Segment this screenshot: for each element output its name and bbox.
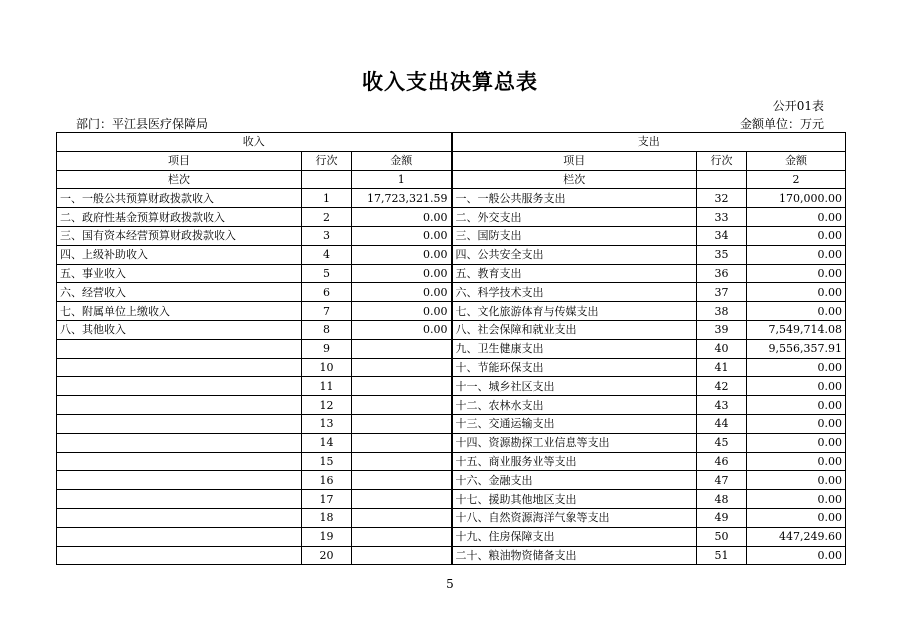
income-row-no-cell: 7 — [302, 302, 352, 321]
income-row-no-header: 行次 — [302, 151, 352, 170]
income-item-cell: 六、经营收入 — [57, 283, 302, 302]
income-row-no-cell: 6 — [302, 283, 352, 302]
income-amount-cell: 0.00 — [352, 226, 452, 245]
expense-amount-cell: 0.00 — [747, 226, 846, 245]
income-row-no-cell: 9 — [302, 339, 352, 358]
expense-item-cell: 一、一般公共服务支出 — [452, 189, 697, 208]
income-amount-cell — [352, 546, 452, 565]
expense-row-no-cell: 48 — [697, 490, 747, 509]
expense-row-no-cell: 34 — [697, 226, 747, 245]
income-row-no-cell: 16 — [302, 471, 352, 490]
expense-amount-cell: 0.00 — [747, 508, 846, 527]
expense-item-header: 项目 — [452, 151, 697, 170]
income-item-cell: 八、其他收入 — [57, 320, 302, 339]
table-body — [57, 189, 846, 565]
expense-item-cell: 十、节能环保支出 — [452, 358, 697, 377]
income-item-cell: 二、政府性基金预算财政拨款收入 — [57, 208, 302, 227]
table-row — [57, 546, 846, 565]
table-row — [57, 189, 846, 208]
income-amount-cell: 0.00 — [352, 208, 452, 227]
expense-item-cell: 十六、金融支出 — [452, 471, 697, 490]
income-item-cell — [57, 377, 302, 396]
income-item-cell — [57, 339, 302, 358]
column-order-row — [57, 170, 846, 189]
income-expense-table — [56, 132, 846, 565]
income-amount-cell — [352, 396, 452, 415]
expense-row-no-cell: 47 — [697, 471, 747, 490]
expense-item-cell: 九、卫生健康支出 — [452, 339, 697, 358]
income-row-no-cell: 8 — [302, 320, 352, 339]
expense-amount-cell: 0.00 — [747, 452, 846, 471]
table-row — [57, 283, 846, 302]
expense-amount-cell: 7,549,714.08 — [747, 320, 846, 339]
expense-row-no-header: 行次 — [697, 151, 747, 170]
amount-unit-label: 金额单位：万元 — [739, 117, 824, 131]
income-amount-cell — [352, 377, 452, 396]
expense-row-no-cell: 49 — [697, 508, 747, 527]
income-row-no-cell: 14 — [302, 433, 352, 452]
expense-amount-cell: 0.00 — [747, 414, 846, 433]
income-row-no-cell: 12 — [302, 396, 352, 415]
expense-amount-cell: 170,000.00 — [747, 189, 846, 208]
expense-row-no-cell: 43 — [697, 396, 747, 415]
expense-row-no-cell: 38 — [697, 302, 747, 321]
income-item-cell — [57, 358, 302, 377]
income-row-no-cell: 2 — [302, 208, 352, 227]
expense-item-cell: 三、国防支出 — [452, 226, 697, 245]
expense-row-no-cell: 45 — [697, 433, 747, 452]
expense-row-no-cell: 32 — [697, 189, 747, 208]
income-row-no-cell: 4 — [302, 245, 352, 264]
expense-column-order-number: 2 — [747, 170, 846, 189]
expense-row-no-cell: 39 — [697, 320, 747, 339]
income-amount-cell — [352, 358, 452, 377]
expense-column-order-label: 栏次 — [452, 170, 697, 189]
section-header-row — [57, 133, 846, 152]
table-row — [57, 396, 846, 415]
expense-item-cell: 四、公共安全支出 — [452, 245, 697, 264]
page-number: 5 — [446, 577, 454, 591]
table-row — [57, 320, 846, 339]
expense-item-cell: 十四、资源勘探工业信息等支出 — [452, 433, 697, 452]
income-item-cell — [57, 508, 302, 527]
expense-amount-cell: 0.00 — [747, 264, 846, 283]
income-amount-cell — [352, 339, 452, 358]
expense-amount-cell: 0.00 — [747, 358, 846, 377]
expense-item-cell: 十九、住房保障支出 — [452, 527, 697, 546]
expense-row-no-cell: 36 — [697, 264, 747, 283]
column-header-row — [57, 151, 846, 170]
expense-amount-cell: 0.00 — [747, 245, 846, 264]
table-row — [57, 433, 846, 452]
expense-item-cell: 十三、交通运输支出 — [452, 414, 697, 433]
income-row-no-cell: 18 — [302, 508, 352, 527]
expense-header: 支出 — [452, 133, 846, 152]
income-item-cell: 一、一般公共预算财政拨款收入 — [57, 189, 302, 208]
expense-item-cell: 六、科学技术支出 — [452, 283, 697, 302]
expense-amount-cell: 0.00 — [747, 377, 846, 396]
income-amount-cell: 0.00 — [352, 264, 452, 283]
expense-item-cell: 十七、援助其他地区支出 — [452, 490, 697, 509]
expense-row-no-cell: 50 — [697, 527, 747, 546]
table-row — [57, 414, 846, 433]
table-row — [57, 508, 846, 527]
income-item-cell — [57, 414, 302, 433]
income-item-cell: 七、附属单位上缴收入 — [57, 302, 302, 321]
income-header: 收入 — [57, 133, 452, 152]
income-item-cell: 三、国有资本经营预算财政拨款收入 — [57, 226, 302, 245]
expense-amount-cell: 0.00 — [747, 208, 846, 227]
department-label: 部门：平江县医疗保障局 — [76, 117, 209, 131]
income-item-cell — [57, 452, 302, 471]
expense-amount-cell: 0.00 — [747, 433, 846, 452]
expense-row-no-cell: 51 — [697, 546, 747, 565]
income-item-cell — [57, 396, 302, 415]
table-row — [57, 490, 846, 509]
expense-amount-cell: 0.00 — [747, 396, 846, 415]
income-row-no-cell: 3 — [302, 226, 352, 245]
income-column-order-label: 栏次 — [57, 170, 302, 189]
expense-row-no-cell: 41 — [697, 358, 747, 377]
expense-amount-cell: 0.00 — [747, 283, 846, 302]
income-item-cell — [57, 433, 302, 452]
income-amount-cell — [352, 433, 452, 452]
expense-row-no-cell: 33 — [697, 208, 747, 227]
income-row-no-cell: 11 — [302, 377, 352, 396]
expense-item-cell: 二、外交支出 — [452, 208, 697, 227]
table-row — [57, 358, 846, 377]
expense-amount-cell: 0.00 — [747, 546, 846, 565]
expense-row-no-cell: 37 — [697, 283, 747, 302]
expense-row-no-cell: 44 — [697, 414, 747, 433]
income-column-order-number: 1 — [352, 170, 452, 189]
expense-item-cell: 十五、商业服务业等支出 — [452, 452, 697, 471]
expense-row-no-cell: 46 — [697, 452, 747, 471]
income-amount-cell — [352, 414, 452, 433]
expense-item-cell: 八、社会保障和就业支出 — [452, 320, 697, 339]
income-row-no-cell: 5 — [302, 264, 352, 283]
expense-row-no-cell: 42 — [697, 377, 747, 396]
table-row — [57, 339, 846, 358]
expense-item-cell: 五、教育支出 — [452, 264, 697, 283]
expense-item-cell: 七、文化旅游体育与传媒支出 — [452, 302, 697, 321]
expense-column-order-blank — [697, 170, 747, 189]
income-item-cell — [57, 490, 302, 509]
expense-amount-cell: 0.00 — [747, 471, 846, 490]
income-item-cell: 四、上级补助收入 — [57, 245, 302, 264]
income-row-no-cell: 13 — [302, 414, 352, 433]
income-amount-cell — [352, 452, 452, 471]
table-row — [57, 377, 846, 396]
table-row — [57, 226, 846, 245]
expense-row-no-cell: 35 — [697, 245, 747, 264]
income-row-no-cell: 1 — [302, 189, 352, 208]
table-row — [57, 452, 846, 471]
income-row-no-cell: 19 — [302, 527, 352, 546]
page-title: 收入支出决算总表 — [362, 69, 538, 94]
expense-amount-cell: 447,249.60 — [747, 527, 846, 546]
expense-row-no-cell: 40 — [697, 339, 747, 358]
table-row — [57, 302, 846, 321]
income-amount-cell: 17,723,321.59 — [352, 189, 452, 208]
income-amount-cell: 0.00 — [352, 302, 452, 321]
income-item-cell — [57, 527, 302, 546]
expense-item-cell: 二十、粮油物资储备支出 — [452, 546, 697, 565]
income-amount-cell: 0.00 — [352, 283, 452, 302]
income-item-header: 项目 — [57, 151, 302, 170]
income-amount-cell: 0.00 — [352, 320, 452, 339]
income-column-order-blank — [302, 170, 352, 189]
income-amount-cell — [352, 527, 452, 546]
income-amount-cell: 0.00 — [352, 245, 452, 264]
table-row — [57, 264, 846, 283]
income-item-cell — [57, 546, 302, 565]
table-row — [57, 208, 846, 227]
table-row — [57, 471, 846, 490]
income-row-no-cell: 10 — [302, 358, 352, 377]
income-amount-cell — [352, 490, 452, 509]
expense-amount-cell: 0.00 — [747, 302, 846, 321]
expense-amount-header: 金额 — [747, 151, 846, 170]
income-item-cell: 五、事业收入 — [57, 264, 302, 283]
form-number: 公开01表 — [772, 99, 824, 113]
expense-item-cell: 十二、农林水支出 — [452, 396, 697, 415]
income-amount-header: 金额 — [352, 151, 452, 170]
expense-amount-cell: 9,556,357.91 — [747, 339, 846, 358]
table-row — [57, 245, 846, 264]
income-row-no-cell: 15 — [302, 452, 352, 471]
expense-item-cell: 十一、城乡社区支出 — [452, 377, 697, 396]
income-row-no-cell: 20 — [302, 546, 352, 565]
table-row — [57, 527, 846, 546]
income-amount-cell — [352, 471, 452, 490]
expense-amount-cell: 0.00 — [747, 490, 846, 509]
expense-item-cell: 十八、自然资源海洋气象等支出 — [452, 508, 697, 527]
income-row-no-cell: 17 — [302, 490, 352, 509]
income-amount-cell — [352, 508, 452, 527]
income-item-cell — [57, 471, 302, 490]
